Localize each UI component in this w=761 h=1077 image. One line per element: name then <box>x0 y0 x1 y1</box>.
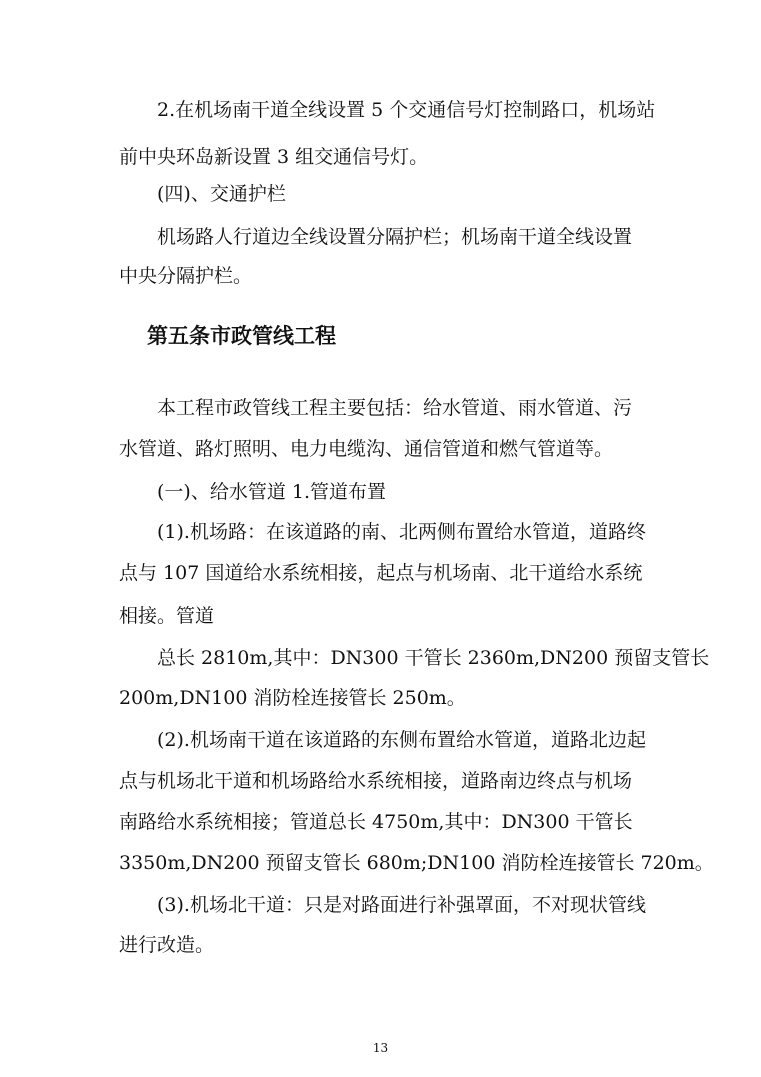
page-number: 13 <box>372 1041 389 1055</box>
paragraph-line: 3350m,DN200 预留支管长 680m;DN100 消防栓连接管长 720m。 <box>119 852 714 874</box>
paragraph-line: 水管道、路灯照明、电力电缆沟、通信管道和燃气管道等。 <box>119 438 614 460</box>
paragraph-line: (3).机场北干道：只是对路面进行补强罩面，不对现状管线 <box>157 894 646 916</box>
paragraph-line: 相接。管道 <box>119 605 215 627</box>
paragraph-line: 中央分隔护栏。 <box>119 265 253 287</box>
paragraph-line: 进行改造。 <box>119 934 215 956</box>
paragraph-line: 点与机场北干道和机场路给水系统相接，道路南边终点与机场 <box>119 770 633 792</box>
paragraph-line: 机场路人行道边全线设置分隔护栏；机场南干道全线设置 <box>157 226 633 248</box>
section-heading: 第五条市政管线工程 <box>147 323 336 348</box>
paragraph-line: (2).机场南干道在该道路的东侧布置给水管道，道路北边起 <box>157 729 646 751</box>
section-subheading: (一)、给水管道 1.管道布置 <box>157 481 386 503</box>
paragraph-line: 本工程市政管线工程主要包括：给水管道、雨水管道、污 <box>157 397 633 419</box>
paragraph-line: 前中央环岛新设置 3 组交通信号灯。 <box>119 146 429 168</box>
paragraph-line: 南路给水系统相接；管道总长 4750m,其中：DN300 干管长 <box>119 811 633 833</box>
paragraph-line: 点与 107 国道给水系统相接，起点与机场南、北干道给水系统 <box>119 562 643 584</box>
paragraph-line: (1).机场路：在该道路的南、北两侧布置给水管道，道路终 <box>157 521 646 543</box>
section-subheading: (四)、交通护栏 <box>157 183 286 205</box>
paragraph-line: 200m,DN100 消防栓连接管长 250m。 <box>119 687 466 709</box>
paragraph-line: 2.在机场南干道全线设置 5 个交通信号灯控制路口，机场站 <box>157 99 656 121</box>
paragraph-line: 总长 2810m,其中：DN300 干管长 2360m,DN200 预留支管长 <box>157 647 710 669</box>
